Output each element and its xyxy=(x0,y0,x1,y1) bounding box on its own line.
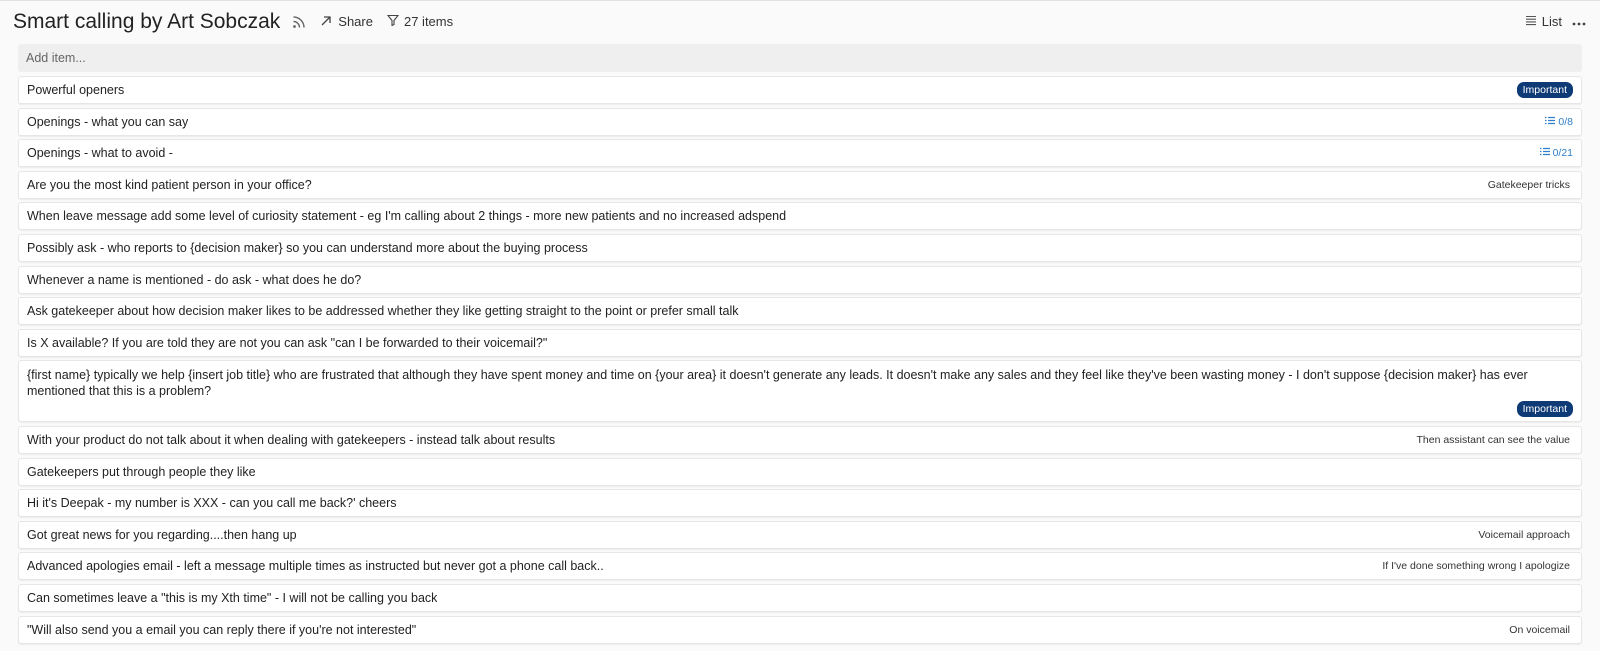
list-item[interactable] xyxy=(18,552,1582,580)
item-tag: If I've done something wrong I apologize xyxy=(1382,560,1570,573)
item-text: Powerful openers xyxy=(27,83,125,97)
item-text: Are you the most kind patient person in your office? xyxy=(27,177,312,192)
list-item[interactable] xyxy=(18,171,1582,199)
item-tag: Voicemail approach xyxy=(1478,528,1570,541)
filter-label: 27 items xyxy=(403,14,454,29)
list-item[interactable] xyxy=(18,489,1582,517)
item-text: Openings - what to avoid - xyxy=(27,146,173,161)
list-item[interactable] xyxy=(18,360,1582,422)
list-item[interactable] xyxy=(18,458,1582,486)
share-icon xyxy=(320,14,333,30)
checklist-count: 0/8 xyxy=(1558,115,1573,128)
list-item[interactable] xyxy=(18,329,1582,357)
item-text: When leave message add some level of curiosity statement - eg I'm calling about 2 things - more new patients and no increased adspend xyxy=(27,209,787,224)
list-item[interactable] xyxy=(18,139,1582,167)
item-text: Gatekeepers put through people they like xyxy=(27,464,256,479)
more-options-icon[interactable] xyxy=(1572,14,1586,29)
list-item[interactable] xyxy=(18,108,1582,136)
item-tag: Then assistant can see the value xyxy=(1416,433,1570,446)
checklist-progress xyxy=(1545,116,1573,128)
list-item[interactable] xyxy=(18,616,1582,644)
item-text: Possibly ask - who reports to {decision maker} so you can understand more about the buying process xyxy=(27,240,588,255)
add-item-input[interactable]: Add item... xyxy=(18,44,1582,72)
filter-icon xyxy=(387,14,399,29)
checklist-icon xyxy=(1545,116,1555,128)
item-text: Ask gatekeeper about how decision maker likes to be addressed whether they like getting straight to the point or prefer small talk xyxy=(27,304,739,319)
item-tag: Gatekeeper tricks xyxy=(1487,178,1570,191)
list-icon xyxy=(1525,14,1537,29)
important-badge: Important xyxy=(1517,401,1573,417)
item-text: Got great news for you regarding....then hang up xyxy=(27,527,297,542)
share-button[interactable] xyxy=(320,14,373,30)
item-text: Hi it's Deepak - my number is XXX - can you call me back?' cheers xyxy=(27,496,397,511)
item-text: Whenever a name is mentioned - do ask - what does he do? xyxy=(27,272,362,287)
list-item[interactable] xyxy=(18,234,1582,262)
item-text: Is X available? If you are told they are not you can ask "can I be forwarded to their voicemail?" xyxy=(27,335,548,350)
checklist-icon xyxy=(1540,147,1550,159)
list-item[interactable] xyxy=(18,76,1582,104)
important-badge: Important xyxy=(1517,82,1573,98)
list-item[interactable] xyxy=(18,584,1582,612)
view-list-button[interactable] xyxy=(1525,14,1562,29)
item-text: With your product do not talk about it when dealing with gatekeepers - instead talk about results xyxy=(27,432,556,447)
share-label: Share xyxy=(338,14,373,29)
filter-button[interactable] xyxy=(387,14,453,29)
item-text: "Will also send you a email you can reply there if you're not interested" xyxy=(27,622,417,637)
checklist-progress xyxy=(1540,147,1573,159)
list-item[interactable] xyxy=(18,202,1582,230)
item-text: {first name} typically we help {insert job title} who are frustrated that although they have spent money and time on {your area} it doesn't generate any leads. It doesn't make any sales and they feel like they've been wasting money - I don't suppose {decision maker} has ever mentioned that this is a problem? xyxy=(27,368,1528,399)
top-bar xyxy=(0,0,1600,42)
list-item[interactable] xyxy=(18,297,1582,325)
list-item[interactable] xyxy=(18,426,1582,454)
rss-icon[interactable] xyxy=(292,15,306,29)
item-tag: On voicemail xyxy=(1509,623,1570,636)
item-text: Openings - what you can say xyxy=(27,114,189,129)
checklist-count: 0/21 xyxy=(1552,147,1573,160)
item-text: Can sometimes leave a "this is my Xth time" - I will not be calling you back xyxy=(27,590,438,605)
list-item[interactable] xyxy=(18,521,1582,549)
list-item[interactable] xyxy=(18,266,1582,294)
item-list xyxy=(0,42,1600,644)
page-title: Smart calling by Art Sobczak xyxy=(13,9,281,33)
view-label: List xyxy=(1541,14,1562,29)
item-text: Advanced apologies email - left a message multiple times as instructed but never got a phone call back.. xyxy=(27,559,604,574)
